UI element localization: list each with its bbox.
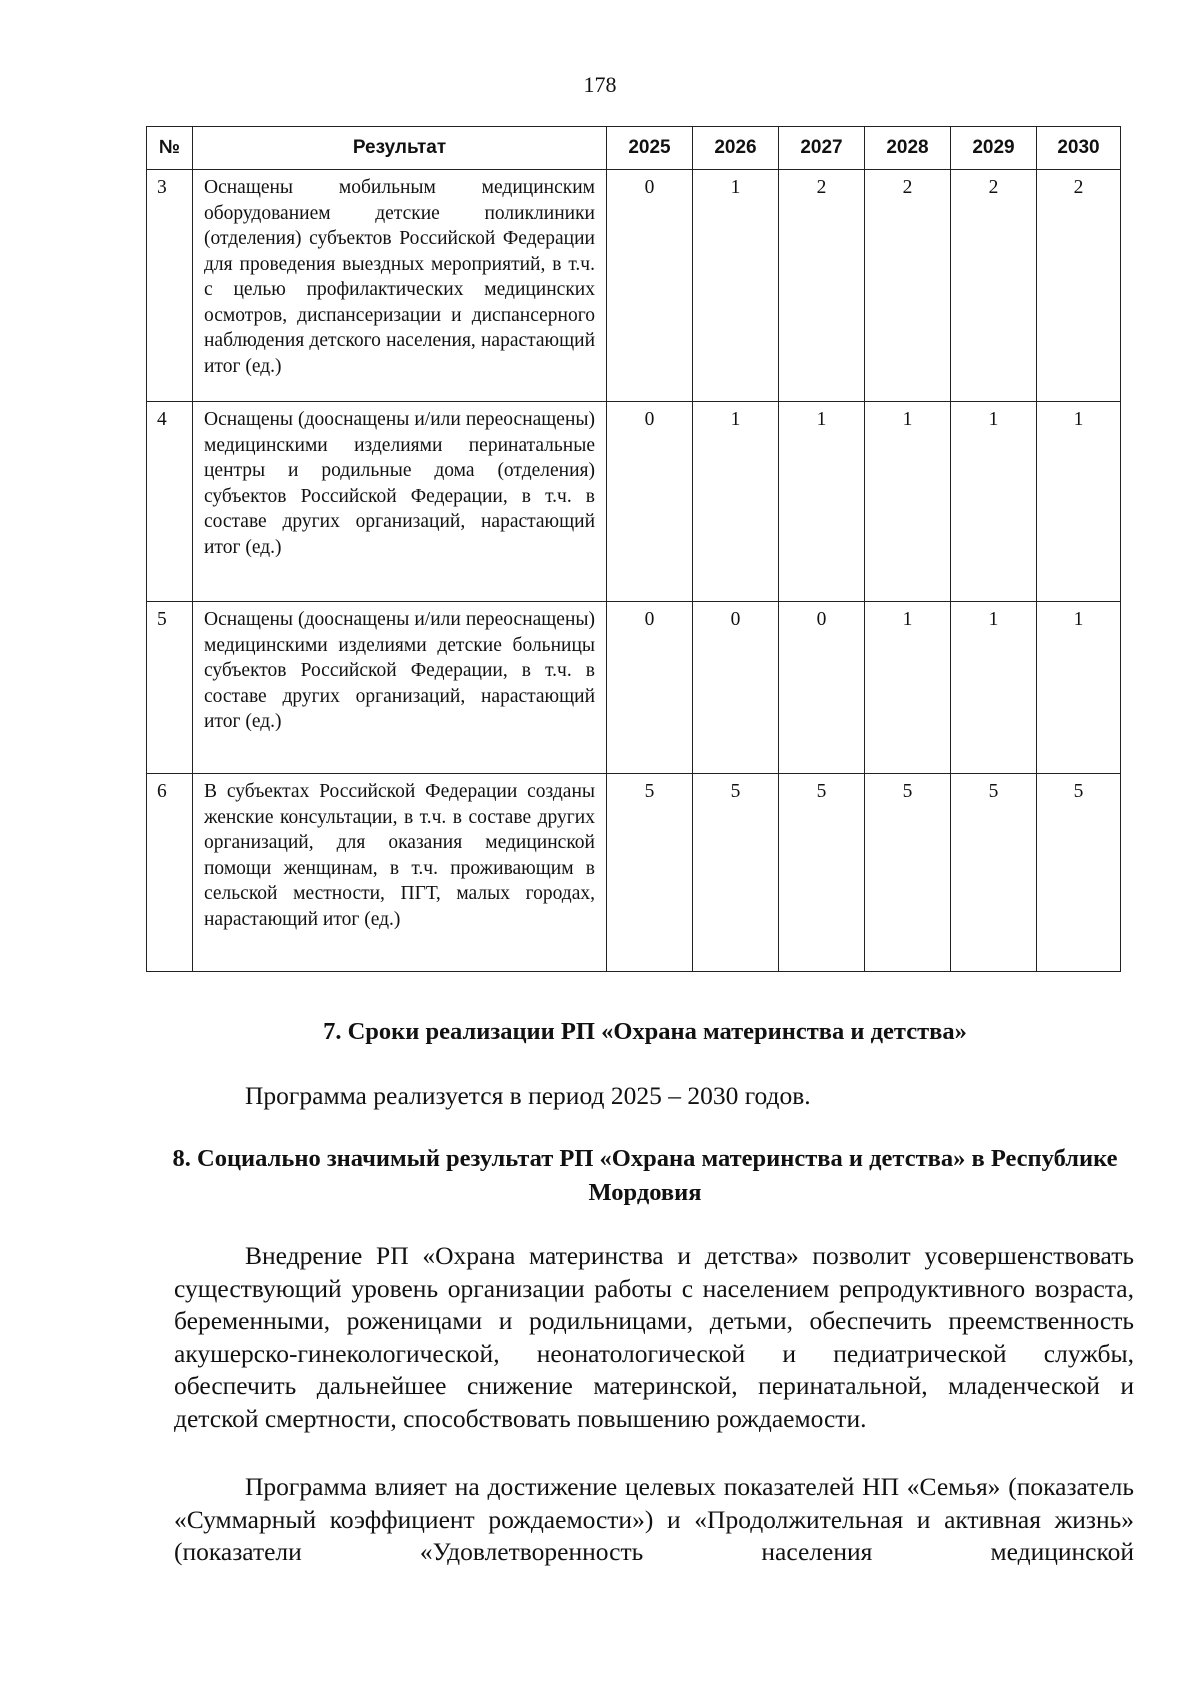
- row-value-2027: 2: [779, 170, 865, 402]
- row-value-2030: 1: [1037, 402, 1121, 602]
- row-value-2029: 1: [951, 602, 1037, 774]
- table-header-row: [147, 127, 1121, 170]
- row-value-2027: 0: [779, 602, 865, 774]
- row-number: 4: [147, 402, 193, 602]
- header-year-2030: 2030: [1037, 127, 1121, 170]
- header-result: Результат: [193, 127, 607, 170]
- section-7-heading: 7. Сроки реализации РП «Охрана материнства и детства»: [323, 1018, 967, 1045]
- table-row: [147, 602, 1121, 774]
- row-value-2028: 5: [865, 774, 951, 972]
- row-value-2026: 5: [693, 774, 779, 972]
- row-value-2029: 2: [951, 170, 1037, 402]
- row-value-2026: 1: [693, 402, 779, 602]
- row-value-2030: 5: [1037, 774, 1121, 972]
- header-year-2026: 2026: [693, 127, 779, 170]
- table-row: [147, 774, 1121, 972]
- row-result: Оснащены (дооснащены и/или переоснащены) медицинскими изделиями детские больницы субъектов Российской Федерации, в т.ч. в составе других организаций, нарастающий итог (ед.): [193, 602, 607, 774]
- row-value-2028: 1: [865, 402, 951, 602]
- row-value-2025: 0: [607, 602, 693, 774]
- row-number: 6: [147, 774, 193, 972]
- row-value-2026: 0: [693, 602, 779, 774]
- table-row: [147, 170, 1121, 402]
- row-value-2027: 5: [779, 774, 865, 972]
- row-value-2028: 1: [865, 602, 951, 774]
- table-row: [147, 402, 1121, 602]
- row-value-2030: 2: [1037, 170, 1121, 402]
- page-number: 178: [583, 72, 617, 97]
- header-year-2028: 2028: [865, 127, 951, 170]
- header-number: №: [147, 127, 193, 170]
- row-value-2025: 0: [607, 402, 693, 602]
- header-year-2027: 2027: [779, 127, 865, 170]
- section-7-text: Программа реализуется в период 2025 – 2030 годов.: [245, 1081, 811, 1110]
- row-number: 3: [147, 170, 193, 402]
- row-value-2027: 1: [779, 402, 865, 602]
- row-value-2029: 1: [951, 402, 1037, 602]
- row-number: 5: [147, 602, 193, 774]
- row-value-2029: 5: [951, 774, 1037, 972]
- results-table: [146, 126, 1121, 972]
- row-value-2026: 1: [693, 170, 779, 402]
- row-value-2025: 0: [607, 170, 693, 402]
- section-8-paragraph-2: Программа влияет на достижение целевых показателей НП «Семья» (показатель «Суммарный коэффициент рождаемости») и «Продолжительная и активная жизнь» (показатели «Удовлетворенность населения медицинской: [174, 1472, 1134, 1566]
- row-value-2028: 2: [865, 170, 951, 402]
- section-8-paragraph-1: Внедрение РП «Охрана материнства и детства» позволит усовершенствовать существующий уровень организации работы с населением репродуктивного возраста, беременными, роженицами и родильницами, детьми, обеспечить преемственность акушерско-гинекологической, неонатологической и педиатрической службы, обеспечить дальнейшее снижение материнской, перинатальной, младенческой и детской смертности, способствовать повышению рождаемости.: [174, 1241, 1134, 1433]
- row-result: Оснащены мобильным медицинским оборудованием детские поликлиники (отделения) субъектов Российской Федерации для проведения выездных мероприятий, в т.ч. с целью профилактических медицинских осмотров, диспансеризации и диспансерного наблюдения детского населения, нарастающий итог (ед.): [193, 170, 607, 402]
- row-result: Оснащены (дооснащены и/или переоснащены) медицинскими изделиями перинатальные центры и родильные дома (отделения) субъектов Российской Федерации, в т.ч. в составе других организаций, нарастающий итог (ед.): [193, 402, 607, 602]
- header-year-2025: 2025: [607, 127, 693, 170]
- row-value-2025: 5: [607, 774, 693, 972]
- row-value-2030: 1: [1037, 602, 1121, 774]
- row-result: В субъектах Российской Федерации созданы женские консультации, в т.ч. в составе других организаций, для оказания медицинской помощи женщинам, в т.ч. проживающим в сельской местности, ПГТ, малых городах, нарастающий итог (ед.): [193, 774, 607, 972]
- header-year-2029: 2029: [951, 127, 1037, 170]
- section-8-heading: 8. Социально значимый результат РП «Охрана материнства и детства» в Республике Мордовия: [172, 1145, 1118, 1206]
